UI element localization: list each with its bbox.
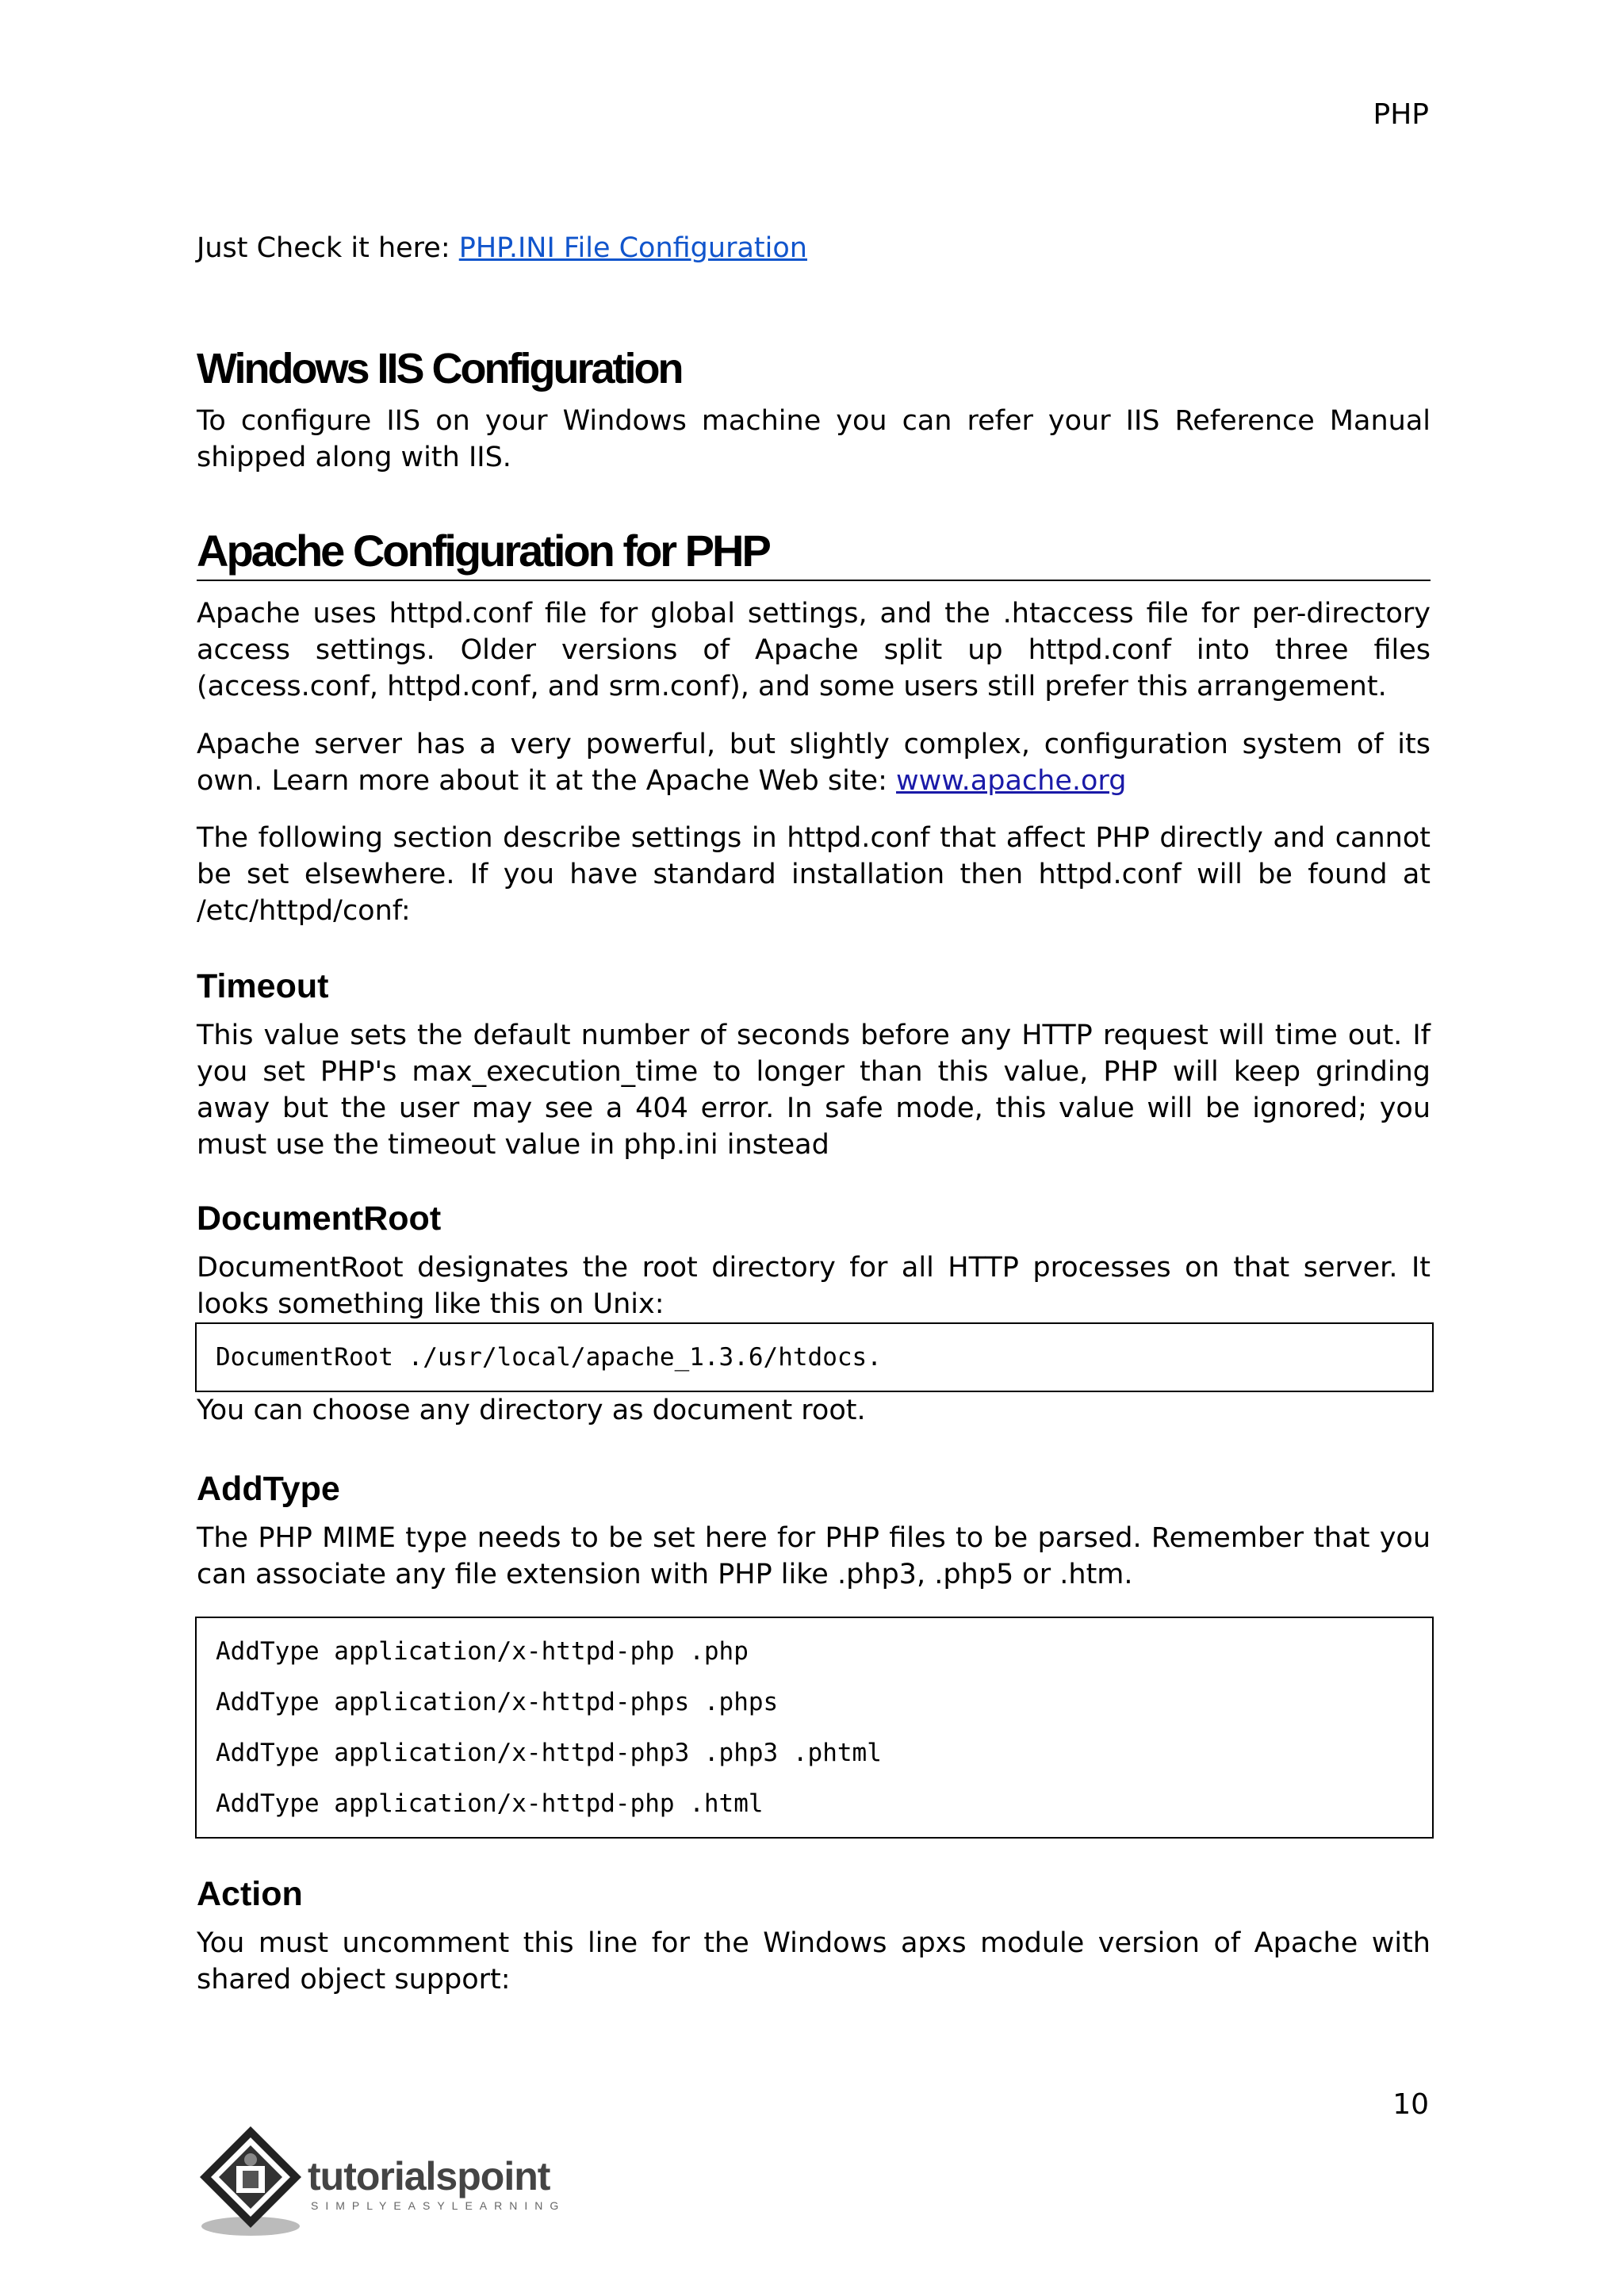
apache-paragraph-1: Apache uses httpd.conf file for global settings, and the .htaccess file for per-directory access settings. Older versions of Apache split up httpd.conf into three files (access.conf, httpd.conf, and srm.conf), and some users still prefer this arrangement. xyxy=(197,598,1431,702)
code-line: AddType application/x-httpd-phps .phps xyxy=(216,1688,779,1716)
page-number: 10 xyxy=(1392,2088,1429,2121)
apache-heading-rule xyxy=(197,525,1431,581)
addtype-code-block xyxy=(195,1617,1434,1839)
apache-heading: Apache Configuration for PHP xyxy=(197,526,769,576)
timeout-heading: Timeout xyxy=(197,967,329,1005)
apache-org-link[interactable]: www.apache.org xyxy=(896,765,1127,797)
documentroot-heading: DocumentRoot xyxy=(197,1200,442,1238)
iis-heading: Windows IIS Configuration xyxy=(197,345,682,392)
running-header: PHP xyxy=(1373,98,1429,131)
logo-emblem-icon xyxy=(195,2122,306,2241)
logo-wordmark: tutorialspoint xyxy=(308,2154,550,2198)
logo-tagline: SIMPLYEASYLEARNING xyxy=(311,2199,566,2212)
phpini-config-link[interactable]: PHP.INI File Configuration xyxy=(458,232,807,264)
documentroot-after: You can choose any directory as document root. xyxy=(197,1395,866,1426)
apache-paragraph-3: The following section describe settings in httpd.conf that affect PHP directly and cannot be set elsewhere. If you have standard installation then httpd.conf will be found at /etc/httpd/conf: xyxy=(197,822,1431,927)
addtype-heading: AddType xyxy=(197,1470,340,1508)
code-line: AddType application/x-httpd-php3 .php3 .phtml xyxy=(216,1739,882,1767)
intro-line xyxy=(197,230,1431,266)
apache-paragraph-2-text: Apache server has a very powerful, but slightly complex, configuration system of its own. Learn more about it at the Apache Web site: xyxy=(197,729,1431,797)
code-line: AddType application/x-httpd-php .html xyxy=(216,1789,764,1818)
documentroot-code-block xyxy=(195,1322,1434,1392)
action-body: You must uncomment this line for the Windows apxs module version of Apache with shared object support: xyxy=(197,1927,1431,1996)
apache-paragraph-2 xyxy=(197,726,1431,799)
timeout-body: This value sets the default number of seconds before any HTTP request will time out. If you set PHP's max_execution_time to longer than this value, PHP will keep grinding away but the user may see a 404 error. In safe mode, this value will be ignored; you must use the timeout value in php.ini instead xyxy=(197,1020,1431,1161)
code-line: AddType application/x-httpd-php .php xyxy=(216,1637,749,1666)
documentroot-body: DocumentRoot designates the root directory for all HTTP processes on that server. It looks something like this on Unix: xyxy=(197,1252,1431,1320)
addtype-body: The PHP MIME type needs to be set here for PHP files to be parsed. Remember that you can associate any file extension with PHP like .php3, .php5 or .htm. xyxy=(197,1522,1431,1590)
intro-prefix: Just Check it here: xyxy=(197,232,459,264)
tutorialspoint-logo xyxy=(195,2122,592,2241)
page-content xyxy=(197,230,1431,1998)
action-heading: Action xyxy=(197,1875,303,1913)
iis-body: To configure IIS on your Windows machine you can refer your IIS Reference Manual shipped along with IIS. xyxy=(197,405,1431,473)
code-line: DocumentRoot ./usr/local/apache_1.3.6/htdocs. xyxy=(216,1343,882,1372)
